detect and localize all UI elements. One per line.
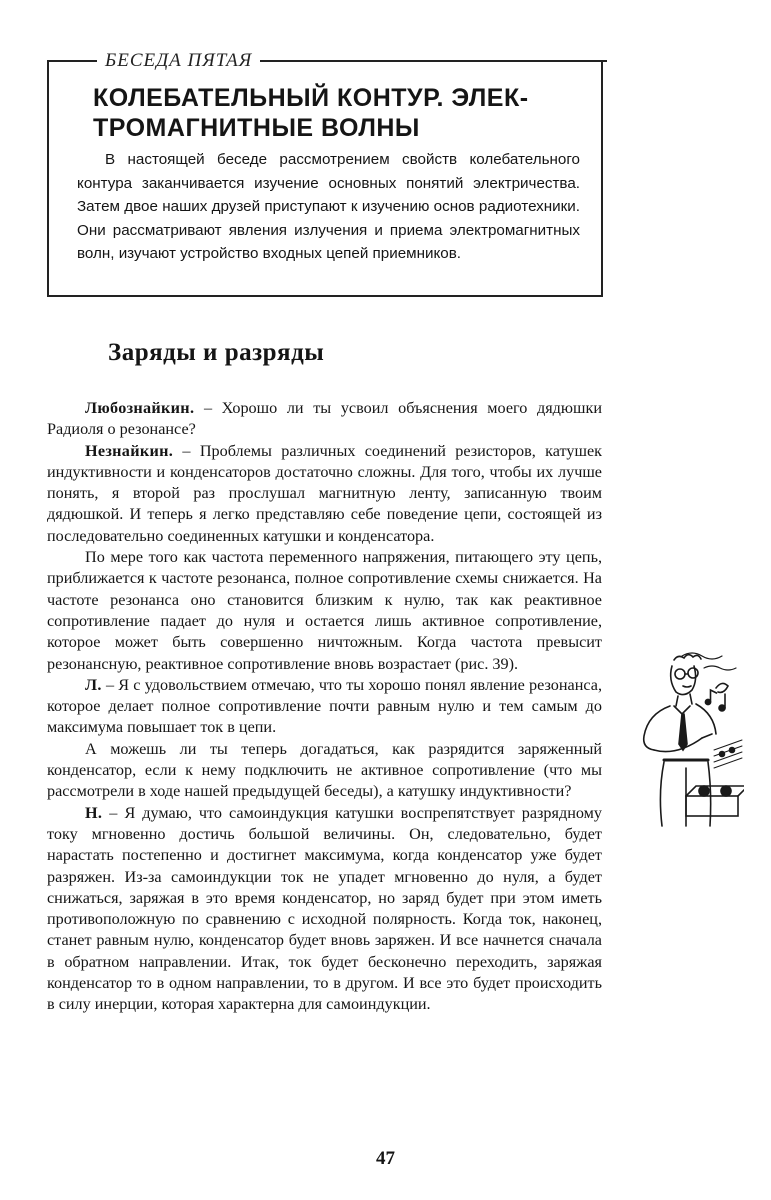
chapter-intro: В настоящей беседе рассмотрением свойств колебательного контура заканчивается изучение основных понятий электричества. Затем двое наших друзей приступают к изучению основ радиотехники. Они рассматривают явления излучения и приема электромагнитных волн, изучают устройство входных цепей приемников. (77, 151, 580, 262)
paragraph (47, 739, 602, 803)
paragraph (47, 803, 602, 1016)
paragraph (47, 675, 602, 739)
section-label-row (47, 50, 607, 72)
paragraph-text: А можешь ли ты теперь догадаться, как разрядится заряженный конденсатор, если к нему подключить не активное сопротивление (что мы рассмотрели в ходе нашей предыдущей беседы), а катушку индуктивности? (47, 739, 602, 801)
hair (674, 655, 701, 660)
paragraph-text: – Я думаю, что самоиндукция катушки воспрепятствует разрядному току мгновенно достичь большой величины. Он, следовательно, будет нарастать постепенно и достигнет максимума, когда конденсатор уже будет разряжен. Из-за самоиндукции ток не упадет мгновенно до нуля, а будет снижаться, заряжая в это время конденсатор, но заряд будет при этом иметь противоположную по сравнению с исходной полярность. Когда ток, наконец, станет равным нулю, конденсатор будет вновь заряжен. И все начнется сначала в обратном направлении. Итак, ток будет бесконечно переходить, заряжая конденсатор то в одном направлении, то в другом. И все это будет происходить в силу инерции, которая характерна для самоиндукции. (47, 803, 602, 1014)
paragraph (47, 441, 602, 547)
page-number: 47 (376, 1148, 395, 1169)
listener-illustration (604, 648, 744, 830)
glasses-left (675, 669, 685, 679)
speaker-name: Любознайкин. (85, 399, 195, 417)
label-rule-left (47, 60, 97, 62)
paragraph (47, 398, 602, 441)
speaker-name: Л. (85, 675, 102, 694)
paragraph-text: – Я с удовольствием отмечаю, что ты хорошо понял явление резонанса, которое делает полное сопротивление почти равным нулю и тем самым до максимума повышает ток в цепи. (47, 675, 602, 737)
tie (679, 714, 687, 750)
paragraph (47, 547, 602, 675)
section-label: БЕСЕДА ПЯТАЯ (97, 50, 260, 72)
section-title: Заряды и разряды (108, 339, 325, 366)
speaker-name: Незнайкин. (85, 441, 174, 460)
paragraph-text: – Хорошо ли ты усвоил объяснения моего дядюшки Радиоля о резонансе? (47, 399, 602, 439)
body-text (47, 398, 602, 1016)
label-rule-right (260, 60, 607, 62)
glasses-right (688, 668, 698, 678)
paragraph-text: По мере того как частота переменного напряжения, питающего эту цепь, приближается к частоте резонанса, полное сопротивление схемы снижается. На частоте резонанса оно становится близким к нулю, так как реактивное сопротивление падает до нуля и остается лишь активное сопротивление, которое может быть совершенно ничтожным. Когда частота превысит резонансную, реактивное сопротивление вновь возрастает (рис. 39). (47, 548, 602, 673)
paragraph-text: – Проблемы различных соединений резисторов, катушек индуктивности и конденсаторов достаточно сложны. Для того, чтобы их лучше понять, я второй раз прослушал магнитную ленту, записанную твоим дядюшкой. И теперь я легко представляю себе поведение цепи, состоящей из последовательно соединенных катушки и конденсатора. (47, 441, 602, 545)
tape-recorder (686, 796, 738, 816)
chapter-title: КОЛЕБАТЕЛЬНЫЙ КОНТУР. ЭЛЕК-ТРОМАГНИТНЫЕ ВОЛНЫ (93, 84, 529, 142)
speaker-name: Н. (85, 803, 103, 822)
pipe (702, 734, 712, 738)
